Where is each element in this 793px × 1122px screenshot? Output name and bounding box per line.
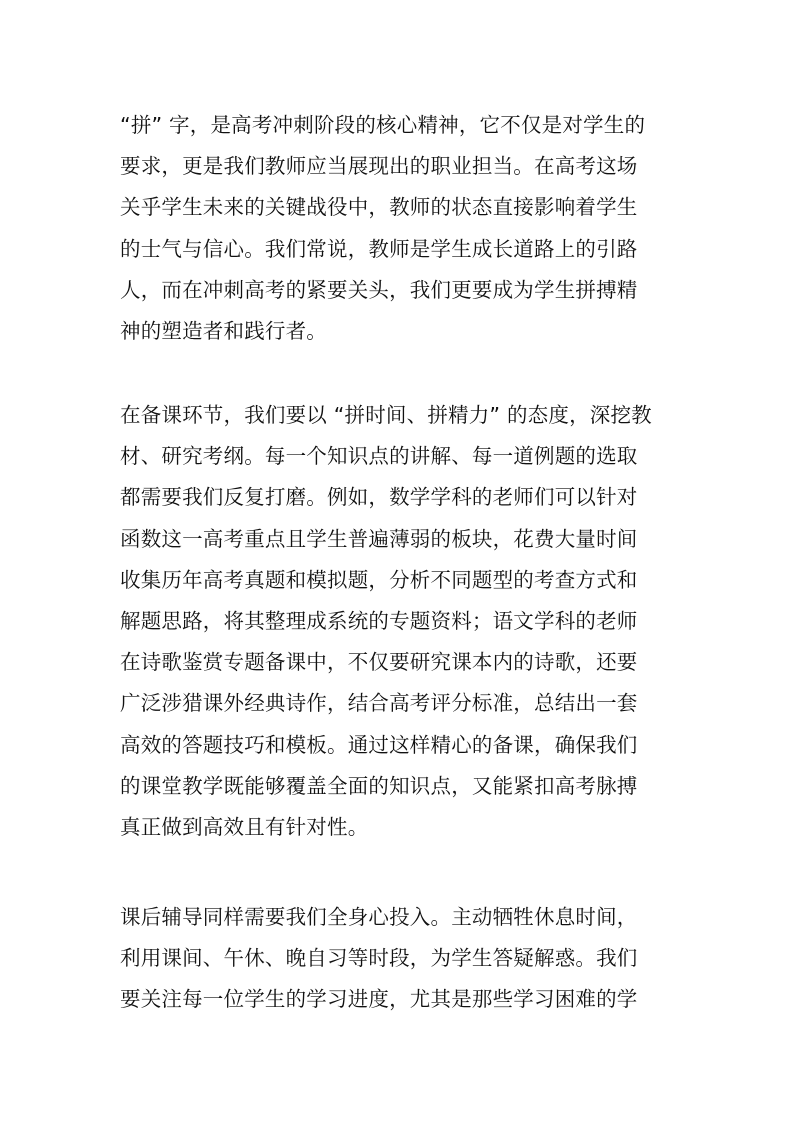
paragraph-line: 关乎学生未来的关键战役中，教师的状态直接影响着学生 bbox=[120, 195, 638, 220]
paragraph-line: 解题思路，将其整理成系统的专题资料；语文学科的老师 bbox=[120, 608, 638, 633]
paragraph-line: “拼” 字，是高考冲刺阶段的核心精神，它不仅是对学生的 bbox=[120, 113, 646, 137]
paragraph-line: 高效的答题技巧和模板。通过这样精心的备课，确保我们 bbox=[120, 732, 638, 757]
paragraph-line: 材、研究考纲。每一个知识点的讲解、每一道例题的选取 bbox=[120, 444, 638, 469]
paragraph-line: 真正做到高效且有针对性。 bbox=[120, 814, 369, 839]
paragraph-line: 函数这一高考重点且学生普遍薄弱的板块，花费大量时间 bbox=[120, 526, 638, 551]
paragraph-line: 都需要我们反复打磨。例如，数学学科的老师们可以针对 bbox=[120, 485, 638, 510]
paragraph-line: 广泛涉猎课外经典诗作，结合高考评分标准，总结出一套 bbox=[120, 691, 638, 716]
paragraph-line: 要求，更是我们教师应当展现出的职业担当。在高考这场 bbox=[120, 154, 638, 179]
paragraph-line: 课后辅导同样需要我们全身心投入。主动牺牲休息时间， bbox=[120, 905, 638, 929]
paragraph-line: 要关注每一位学生的学习进度，尤其是那些学习困难的学 bbox=[120, 987, 638, 1012]
paragraph-line: 在诗歌鉴赏专题备课中，不仅要研究课本内的诗歌，还要 bbox=[120, 650, 638, 675]
paragraph-1 bbox=[120, 105, 680, 352]
paragraph-line: 收集历年高考真题和模拟题，分析不同题型的考查方式和 bbox=[120, 567, 638, 592]
paragraph-2 bbox=[120, 395, 680, 848]
paragraph-line: 人，而在冲刺高考的紧要关头，我们更要成为学生拼搏精 bbox=[120, 277, 638, 302]
paragraph-line: 在备课环节，我们要以 “拼时间、拼精力” 的态度，深挖教 bbox=[120, 403, 652, 427]
paragraph-line: 利用课间、午休、晚自习等时段，为学生答疑解惑。我们 bbox=[120, 946, 638, 971]
paragraph-line: 的士气与信心。我们常说，教师是学生成长道路上的引路 bbox=[120, 236, 638, 261]
paragraph-3 bbox=[120, 897, 680, 1021]
paragraph-line: 的课堂教学既能够覆盖全面的知识点，又能紧扣高考脉搏 bbox=[120, 773, 638, 798]
paragraph-line: 神的塑造者和践行者。 bbox=[120, 318, 327, 343]
